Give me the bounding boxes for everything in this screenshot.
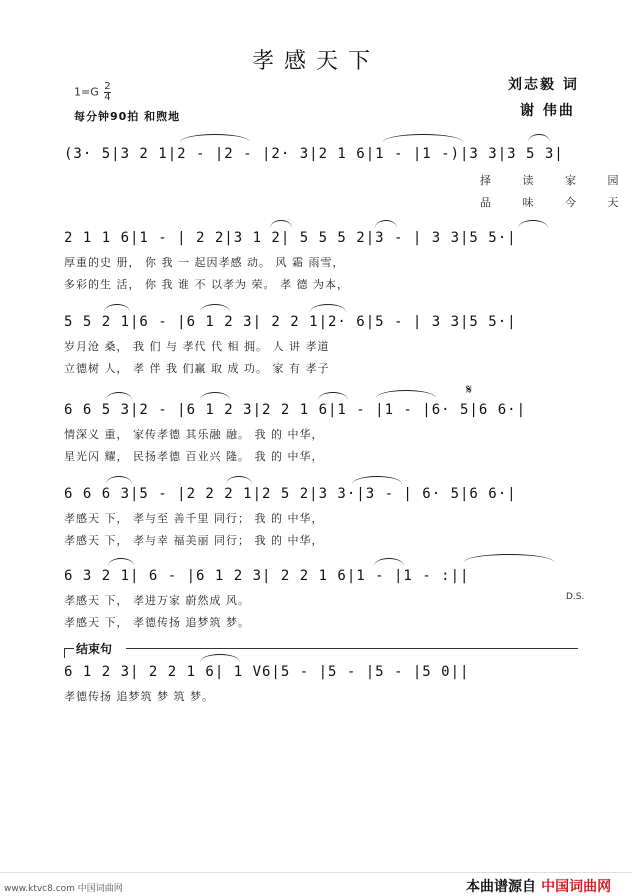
key-label: 1=G — [74, 85, 99, 99]
slur — [518, 220, 548, 228]
slur — [226, 476, 252, 484]
lyric-line-6-b: 孝感天 下， 孝德传扬 追梦筑 梦。 — [64, 616, 250, 629]
slur — [106, 392, 132, 400]
notation-line-1: (3· 5|3 2 1|2 - |2 - |2· 3|2 1 6|1 - |1 -)|3 3|3 5 3| — [64, 146, 564, 162]
song-title: 孝感天下 — [251, 49, 380, 74]
site-watermark-left: www.ktvc8.com 中国词曲网 — [4, 884, 123, 894]
lyric-line-5-b: 孝感天 下， 孝与幸 福美丽 同行； 我 的 中华， — [64, 534, 324, 547]
tempo-marking: 每分钟90拍 和煦地 — [74, 110, 181, 123]
notation-line-7: 6 1 2 3| 2 2 1 6| 1 V6|5 - |5 - |5 - |5 0|| — [64, 664, 470, 680]
footer-divider — [0, 872, 632, 873]
slur — [464, 554, 554, 562]
slur — [310, 304, 346, 312]
ending-bracket-hook — [64, 648, 65, 658]
slur — [200, 654, 240, 662]
lyric-line-1-b: 品 味 今 天 — [480, 196, 632, 209]
notation-line-6: 6 3 2 1| 6 - |6 1 2 3| 2 2 1 6|1 - |1 - :|| — [64, 568, 470, 584]
slur — [383, 134, 463, 142]
slur — [352, 476, 402, 484]
ending-bracket-line — [126, 648, 578, 649]
slur — [318, 392, 348, 400]
slur — [106, 476, 132, 484]
lyric-line-2-a: 厚重的史 册， 你 我 一 起因孝感 动。 风 霜 雨雪， — [64, 256, 345, 269]
time-numerator: 2 — [104, 81, 111, 92]
lyric-line-7: 孝德传扬 追梦筑 梦 筑 梦。 — [64, 690, 214, 703]
source-label: 本曲谱源自 — [466, 879, 536, 895]
slur — [374, 558, 404, 566]
segno-icon: 𝄋 — [466, 382, 473, 398]
ending-label: 结束句 — [76, 642, 113, 656]
slur — [375, 220, 397, 228]
time-denominator: 4 — [104, 92, 111, 103]
lyric-line-2-b: 多彩的生 活， 你 我 谁 不 以孝为 荣。 孝 德 为本， — [64, 278, 349, 291]
ds-marking: D.S. — [566, 592, 585, 602]
slur — [104, 304, 130, 312]
lyric-line-5-a: 孝感天 下， 孝与至 善千里 同行； 我 的 中华， — [64, 512, 324, 525]
slur — [270, 220, 292, 228]
slur — [200, 392, 230, 400]
notation-line-3: 5 5 2 1|6 - |6 1 2 3| 2 2 1|2· 6|5 - | 3 3|5 5·| — [64, 314, 517, 330]
ending-bracket-left — [64, 648, 74, 649]
slur — [376, 390, 436, 398]
slur — [108, 558, 134, 566]
composer-credit: 谢 伟曲 — [520, 103, 575, 119]
site-watermark-right — [466, 876, 611, 896]
lyric-line-3-a: 岁月沧 桑， 我 们 与 孝代 代 相 拥。 人 讲 孝道 — [64, 340, 330, 353]
lyric-line-1-a: 择 读 家 园 — [480, 174, 632, 187]
site-name: 中国词曲网 — [541, 879, 612, 895]
lyric-line-4-b: 星光闪 耀， 民扬孝德 百业兴 隆。 我 的 中华， — [64, 450, 324, 463]
slur — [200, 304, 230, 312]
time-signature — [104, 82, 110, 103]
lyric-line-3-b: 立德树 人， 孝 伴 我 们赢 取 成 功。 家 有 孝子 — [64, 362, 330, 375]
lyricist-credit: 刘志毅 词 — [508, 77, 579, 93]
lyric-line-6-a: 孝感天 下， 孝进万家 蔚然成 风。 — [64, 594, 250, 607]
slur — [528, 134, 550, 142]
notation-line-2: 2 1 1 6|1 - | 2 2|3 1 2| 5 5 5 2|3 - | 3 3|5 5·| — [64, 230, 517, 246]
lyric-line-4-a: 情深义 重， 家传孝德 其乐融 融。 我 的 中华， — [64, 428, 324, 441]
slur — [180, 134, 250, 142]
notation-line-4: 6 6 5 3|2 - |6 1 2 3|2 2 1 6|1 - |1 - |6· 5|6 6·| — [64, 402, 527, 418]
notation-line-5: 6 6 6 3|5 - |2 2 2 1|2 5 2|3 3·|3 - | 6· 5|6 6·| — [64, 486, 517, 502]
key-signature — [74, 82, 111, 103]
